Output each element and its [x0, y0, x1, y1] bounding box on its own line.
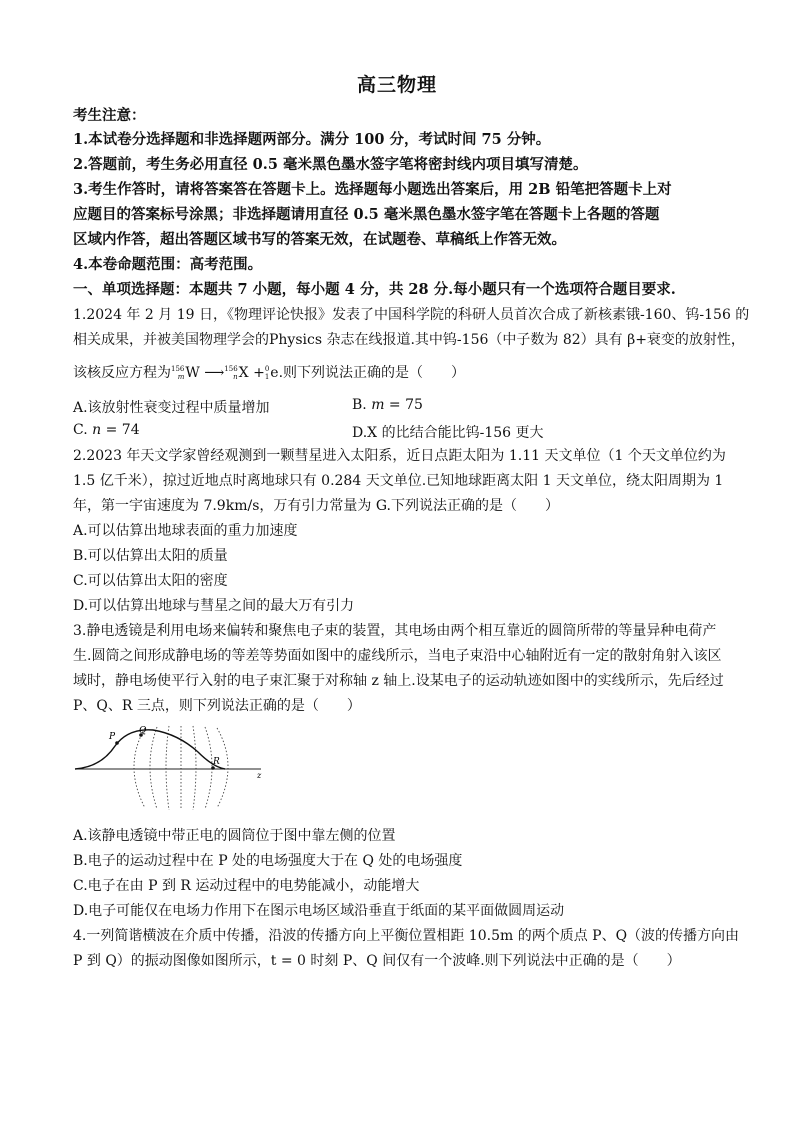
q3-stem-line: P、Q、R 三点，则下列说法正确的是（ ）: [73, 698, 361, 714]
w-nuclide-scripts: [171, 365, 184, 381]
x-nuclide-scripts: [224, 365, 237, 381]
q2-stem-line: 2.2023 年天文学家曾经观测到一颗彗星进入太阳系，近日点距太阳为 1.11 天文单位（1 个天文单位约为: [73, 448, 726, 464]
point-p-marker: [115, 741, 119, 745]
reaction-arrow-icon: ⟶: [204, 365, 225, 381]
w-symbol: W: [185, 365, 200, 381]
e-charge-number: 1: [264, 373, 270, 381]
option-variable: n: [92, 422, 102, 438]
equipotential-line: [193, 726, 196, 810]
notice-item: 4.本卷命题范围：高考范围。: [73, 256, 263, 273]
x-symbol: X: [238, 365, 249, 381]
equipotential-line: [166, 726, 169, 810]
option-variable: m: [371, 397, 385, 413]
label-q: Q: [139, 726, 147, 736]
q3-option-a: A.该静电透镜中带正电的圆筒位于图中靠左侧的位置: [73, 828, 396, 844]
q1-option-d: D.X 的比结合能比钨-156 更大: [352, 425, 544, 441]
x-mass-number: 156: [224, 365, 238, 373]
label-p: P: [109, 732, 116, 742]
equipotential-line: [134, 728, 145, 808]
q1-option-b: [352, 397, 423, 413]
option-letter: B.: [352, 397, 372, 413]
label-z: z: [257, 771, 262, 780]
w-mass-number: 156: [171, 365, 185, 373]
e-scripts: [265, 365, 269, 381]
q2-option-c: C.可以估算出太阳的密度: [73, 573, 228, 589]
q3-stem-line: 生.圆筒之间形成静电场的等差等势面如图中的虚线所示，当电子束沿中心轴附近有一定的散射角射入该区: [73, 648, 722, 664]
eq-plus: +: [253, 365, 265, 381]
q1-option-a: A.该放射性衰变过程中质量增加: [73, 400, 270, 416]
notice-heading: 考生注意：: [73, 107, 146, 124]
option-value: = 74: [101, 422, 140, 438]
notice-item: 1.本试卷分选择题和非选择题两部分。满分 100 分，考试时间 75 分钟。: [73, 131, 551, 148]
q1-stem-line: 1.2024 年 2 月 19 日，《物理评论快报》发表了中国科学院的科研人员首次合成了新核素锇-160、钨-156 的: [73, 307, 750, 323]
option-letter: C.: [73, 422, 93, 438]
label-r: R: [213, 757, 220, 767]
q3-stem-line: 3.静电透镜是利用电场来偏转和聚焦电子束的装置，其电场由两个相互靠近的圆筒所带的等量异种电荷产: [73, 623, 717, 639]
notice-item: 应题目的答案标号涂黑；非选择题请用直径 0.5 毫米黑色墨水签字笔在答题卡上各题的答题: [73, 206, 660, 223]
q3-stem-line: 域时，静电场使平行入射的电子束汇聚于对称轴 z 轴上.设某电子的运动轨迹如图中的实线所示，先后经过: [73, 673, 724, 689]
eq-prefix: 该核反应方程为: [73, 365, 171, 381]
option-value: = 75: [384, 397, 423, 413]
notice-item: 区域内作答，超出答题区域书写的答案无效，在试题卷、草稿纸上作答无效。: [73, 231, 566, 248]
e-symbol: e: [270, 365, 279, 381]
equipotential-line: [150, 727, 157, 809]
e-mass-number: 0: [264, 365, 270, 373]
q3-option-d: D.电子可能仅在电场力作用下在图示电场区域沿垂直于纸面的某平面做圆周运动: [73, 903, 565, 919]
q1-equation: [73, 362, 465, 382]
q4-stem-line: P 到 Q）的振动图像如图所示，t = 0 时刻 P、Q 间仅有一个波峰.则下列说法中正确的是（ ）: [73, 953, 681, 969]
w-charge-number: m: [177, 373, 185, 381]
notice-item: 2.答题前，考生务必用直径 0.5 毫米黑色墨水签字笔将密封线内项目填写清楚。: [73, 156, 588, 173]
q3-option-b: B.电子的运动过程中在 P 处的电场强度大于在 Q 处的电场强度: [73, 853, 463, 869]
q2-option-b: B.可以估算出太阳的质量: [73, 548, 228, 564]
q2-option-d: D.可以估算出地球与彗星之间的最大万有引力: [73, 598, 355, 614]
page-title: 高三物理: [356, 74, 437, 96]
equipotential-line: [205, 727, 212, 809]
q4-stem-line: 4.一列简谐横波在介质中传播，沿波的传播方向上平衡位置相距 10.5m 的两个质点 P、Q（波的传播方向由: [73, 928, 740, 944]
q1-option-c: [73, 422, 140, 438]
q2-stem-line: 年，第一宇宙速度为 7.9km/s，万有引力常量为 G.下列说法正确的是（ ）: [73, 498, 559, 514]
electrostatic-lens-figure: [73, 722, 273, 814]
q2-option-a: A.可以估算出地球表面的重力加速度: [73, 523, 298, 539]
notice-item: 3.考生作答时，请将答案答在答题卡上。选择题每小题选出答案后，用 2B 铅笔把答题卡上对: [73, 181, 672, 198]
section-heading: 一、单项选择题：本题共 7 小题，每小题 4 分，共 28 分.每小题只有一个选项符合题目要求.: [73, 281, 676, 298]
q1-stem-line: 相关成果，并被美国物理学会的Physics 杂志在线报道.其中钨-156（中子数为 82）具有 β+衰变的放射性，: [73, 332, 745, 348]
x-charge-number: n: [233, 373, 238, 381]
q3-option-c: C.电子在由 P 到 R 运动过程中的电势能减小，动能增大: [73, 878, 420, 894]
electron-trajectory: [75, 730, 225, 769]
q2-stem-line: 1.5 亿千米），掠过近地点时离地球只有 0.284 天文单位.已知地球距离太阳 1 天文单位，绕太阳周期为 1: [73, 473, 724, 489]
eq-suffix: .则下列说法正确的是（ ）: [278, 365, 466, 381]
